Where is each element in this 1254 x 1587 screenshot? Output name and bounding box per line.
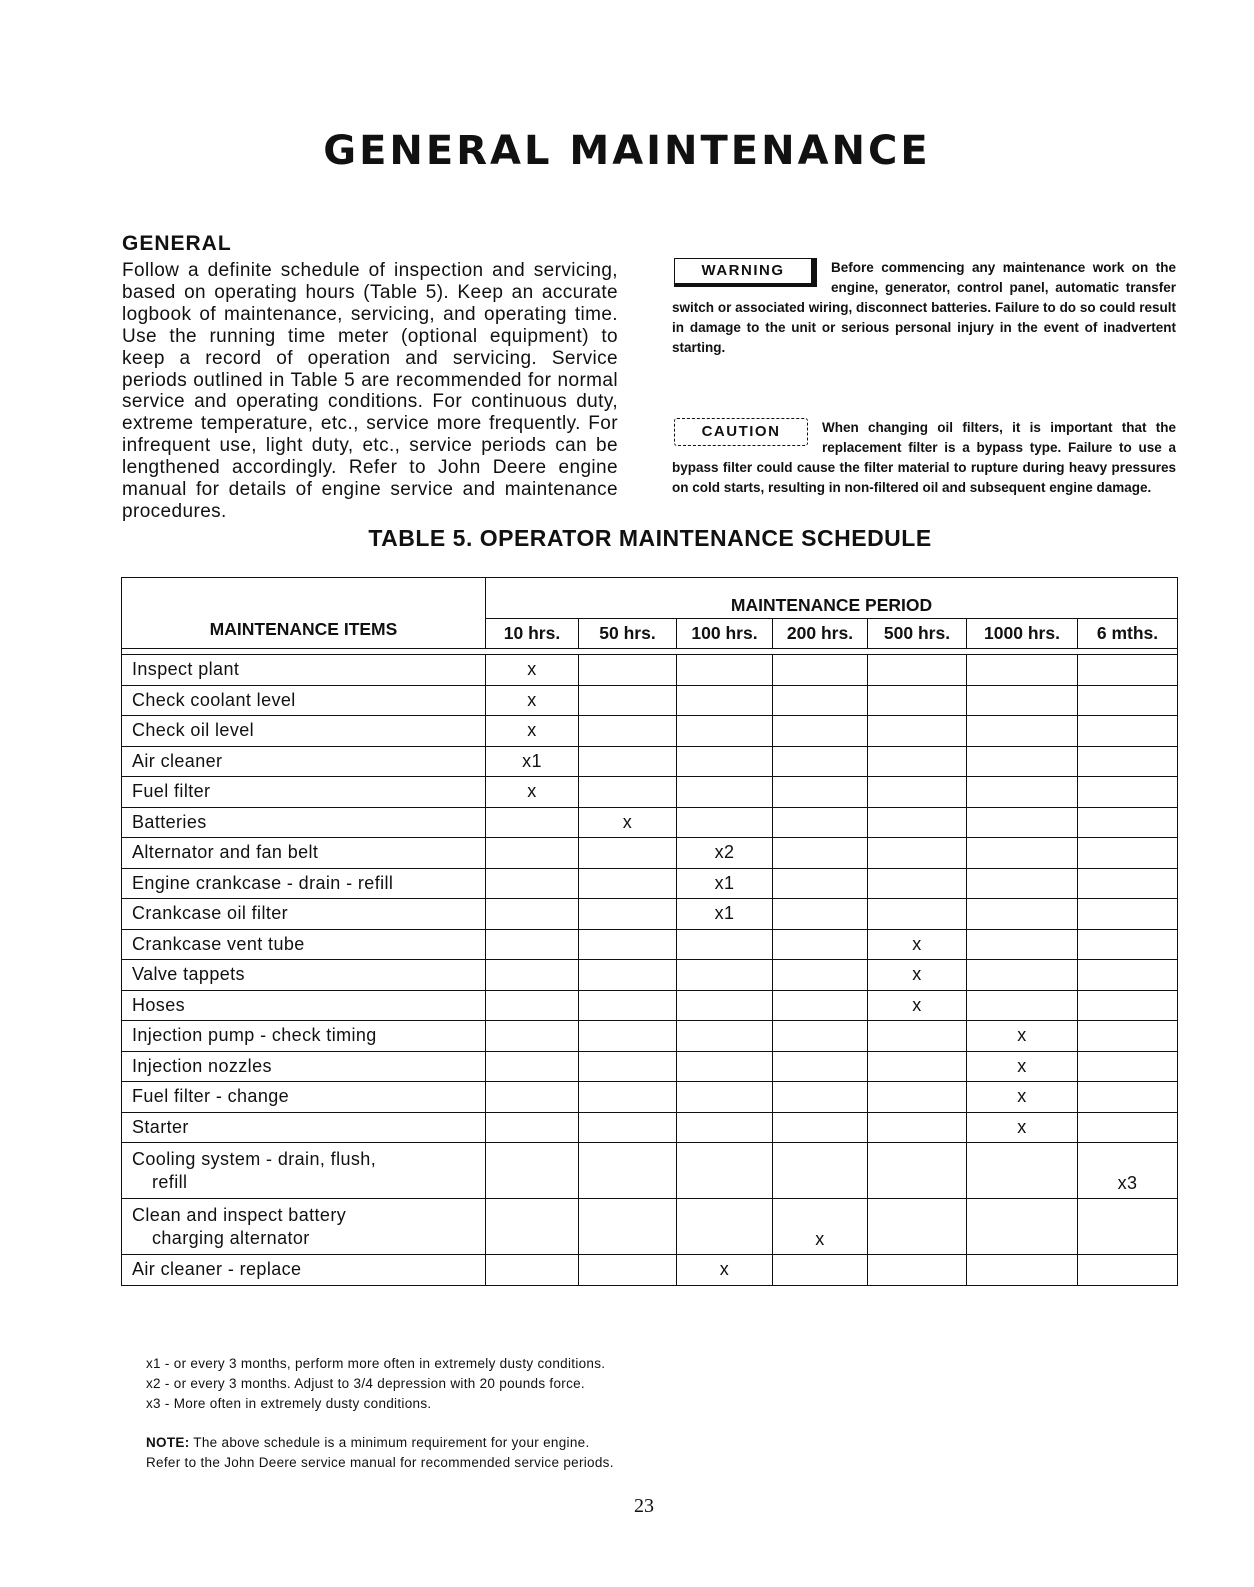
schedule-mark — [677, 1082, 773, 1113]
schedule-mark — [1078, 1021, 1178, 1052]
schedule-mark — [1078, 777, 1178, 808]
schedule-mark — [1078, 1255, 1178, 1286]
schedule-mark: x1 — [677, 868, 773, 899]
schedule-mark — [967, 990, 1078, 1021]
schedule-mark — [773, 685, 868, 716]
schedule-mark — [967, 777, 1078, 808]
schedule-mark — [967, 929, 1078, 960]
schedule-mark — [773, 655, 868, 686]
schedule-mark — [773, 777, 868, 808]
schedule-mark — [677, 1112, 773, 1143]
schedule-mark — [486, 1255, 579, 1286]
schedule-mark: x — [773, 1199, 868, 1255]
table-row — [122, 1255, 1178, 1286]
period-column-header: 50 hrs. — [579, 619, 677, 649]
maintenance-item-label: Inspect plant — [132, 659, 240, 680]
period-column-header: 1000 hrs. — [967, 619, 1078, 649]
schedule-mark — [773, 716, 868, 747]
schedule-mark — [486, 960, 579, 991]
schedule-mark — [773, 807, 868, 838]
schedule-mark — [773, 1021, 868, 1052]
schedule-mark — [868, 1021, 967, 1052]
maintenance-item — [122, 1199, 486, 1255]
period-column-header: 10 hrs. — [486, 619, 579, 649]
schedule-mark — [579, 716, 677, 747]
page-title: GENERAL MAINTENANCE — [323, 128, 931, 174]
schedule-mark — [677, 1051, 773, 1082]
schedule-mark — [773, 1255, 868, 1286]
schedule-mark — [868, 807, 967, 838]
schedule-mark — [868, 655, 967, 686]
schedule-mark — [1078, 838, 1178, 869]
schedule-mark — [967, 960, 1078, 991]
schedule-mark — [579, 899, 677, 930]
maintenance-item-label: Crankcase vent tube — [132, 933, 305, 954]
maintenance-item-label: Fuel filter — [132, 781, 211, 802]
schedule-mark — [868, 1082, 967, 1113]
schedule-mark — [773, 1112, 868, 1143]
schedule-mark — [1078, 899, 1178, 930]
table-row — [122, 655, 1178, 686]
schedule-mark — [486, 1082, 579, 1113]
maintenance-item — [122, 746, 486, 777]
note — [146, 1433, 614, 1473]
schedule-mark — [773, 868, 868, 899]
schedule-mark — [486, 868, 579, 899]
maintenance-item-label: Cooling system - drain, flush, — [132, 1148, 377, 1169]
maintenance-item-label: Check oil level — [132, 720, 255, 741]
schedule-mark: x1 — [677, 899, 773, 930]
maintenance-item-label: Batteries — [132, 811, 207, 832]
schedule-mark — [579, 1021, 677, 1052]
schedule-mark — [1078, 1082, 1178, 1113]
schedule-mark — [486, 1021, 579, 1052]
schedule-mark — [486, 838, 579, 869]
page-number: 23 — [634, 1495, 654, 1517]
schedule-mark — [1078, 685, 1178, 716]
maintenance-item-label-cont: charging alternator — [152, 1227, 310, 1248]
schedule-mark: x — [967, 1082, 1078, 1113]
schedule-mark — [486, 807, 579, 838]
schedule-mark: x — [677, 1255, 773, 1286]
maintenance-item-label: Air cleaner — [132, 750, 223, 771]
maintenance-item-label: Starter — [132, 1116, 189, 1137]
schedule-mark — [677, 1021, 773, 1052]
schedule-mark — [868, 746, 967, 777]
schedule-mark — [486, 929, 579, 960]
schedule-mark — [579, 1199, 677, 1255]
maintenance-item-label: Air cleaner - replace — [132, 1259, 302, 1280]
schedule-mark — [967, 716, 1078, 747]
schedule-mark — [677, 1143, 773, 1199]
note-line-1: The above schedule is a minimum requirement for your engine. — [189, 1435, 590, 1450]
maintenance-item-label: Injection nozzles — [132, 1055, 272, 1076]
maintenance-item — [122, 1051, 486, 1082]
table-row — [122, 807, 1178, 838]
schedule-mark — [773, 899, 868, 930]
schedule-mark — [1078, 746, 1178, 777]
schedule-mark: x2 — [677, 838, 773, 869]
schedule-mark — [486, 1199, 579, 1255]
maintenance-item — [122, 1082, 486, 1113]
schedule-mark — [1078, 929, 1178, 960]
warning-label: WARNING — [674, 258, 817, 287]
schedule-mark — [1078, 655, 1178, 686]
schedule-mark — [967, 655, 1078, 686]
schedule-mark — [868, 1255, 967, 1286]
schedule-mark — [773, 1143, 868, 1199]
schedule-mark — [579, 1051, 677, 1082]
maintenance-item — [122, 716, 486, 747]
schedule-mark — [677, 990, 773, 1021]
schedule-mark — [579, 838, 677, 869]
schedule-mark — [967, 1199, 1078, 1255]
schedule-mark — [967, 838, 1078, 869]
maintenance-item — [122, 899, 486, 930]
schedule-mark: x — [967, 1051, 1078, 1082]
note-label: NOTE: — [146, 1435, 190, 1450]
schedule-mark — [868, 838, 967, 869]
maintenance-item — [122, 990, 486, 1021]
schedule-mark: x — [486, 685, 579, 716]
schedule-mark: x — [868, 960, 967, 991]
period-column-header: 500 hrs. — [868, 619, 967, 649]
schedule-mark — [579, 746, 677, 777]
schedule-mark — [677, 685, 773, 716]
schedule-mark: x — [486, 716, 579, 747]
table-row — [122, 746, 1178, 777]
schedule-mark — [677, 929, 773, 960]
schedule-mark — [579, 990, 677, 1021]
warning-notice — [672, 258, 1176, 358]
schedule-mark — [1078, 1199, 1178, 1255]
table-row — [122, 1112, 1178, 1143]
schedule-mark — [967, 807, 1078, 838]
table-row — [122, 899, 1178, 930]
maintenance-item-label: Engine crankcase - drain - refill — [132, 872, 394, 893]
maintenance-item-label: Fuel filter - change — [132, 1086, 290, 1107]
note-line-2: Refer to the John Deere service manual for recommended service periods. — [146, 1455, 614, 1470]
period-header: MAINTENANCE PERIOD — [486, 578, 1178, 619]
schedule-mark — [579, 960, 677, 991]
schedule-mark — [868, 777, 967, 808]
maintenance-item — [122, 838, 486, 869]
footnote: x1 - or every 3 months, perform more often in extremely dusty conditions. — [146, 1356, 606, 1371]
schedule-mark — [967, 685, 1078, 716]
schedule-mark — [773, 838, 868, 869]
schedule-mark — [579, 655, 677, 686]
table-row — [122, 1021, 1178, 1052]
maintenance-schedule-table — [121, 577, 1178, 1286]
maintenance-item — [122, 1143, 486, 1199]
schedule-mark — [579, 868, 677, 899]
schedule-mark: x — [486, 655, 579, 686]
footnote: x2 - or every 3 months. Adjust to 3/4 depression with 20 pounds force. — [146, 1376, 585, 1391]
schedule-mark — [1078, 960, 1178, 991]
schedule-mark — [486, 1051, 579, 1082]
schedule-mark — [773, 1051, 868, 1082]
caution-notice — [672, 418, 1176, 498]
schedule-mark — [773, 960, 868, 991]
schedule-mark — [579, 1112, 677, 1143]
table-row — [122, 1051, 1178, 1082]
schedule-mark — [773, 990, 868, 1021]
schedule-mark — [579, 1143, 677, 1199]
warning-text: Before commencing any maintenance work on the engine, generator, control panel, automatic transfer switch or associated wiring, disconnect batteries. Failure to do so could result in damage to the unit or serious personal injury in the event of inadvertent starting. — [672, 260, 1176, 355]
caution-label: CAUTION — [674, 418, 808, 446]
schedule-mark — [579, 1255, 677, 1286]
period-column-header: 100 hrs. — [677, 619, 773, 649]
schedule-mark — [1078, 807, 1178, 838]
schedule-mark — [868, 1112, 967, 1143]
items-column-header: MAINTENANCE ITEMS — [122, 578, 486, 649]
table-row — [122, 990, 1178, 1021]
schedule-mark — [677, 655, 773, 686]
table-row — [122, 716, 1178, 747]
general-body: Follow a definite schedule of inspection and servicing, based on operating hours (Table 5). Keep an accurate logbook of maintenance, servicing, and operating time. Use the running time meter (optional equipment) to keep a record of operation and servicing. Service periods outlined in Table 5 are recommended for normal service and operating conditions. For continuous duty, extreme temperature, etc., service more frequently. For infrequent use, light duty, etc., service periods can be lengthened accordingly. Refer to John Deere engine manual for details of engine service and maintenance procedures. — [122, 260, 618, 522]
schedule-mark — [486, 899, 579, 930]
maintenance-item — [122, 1255, 486, 1286]
schedule-mark — [677, 777, 773, 808]
schedule-mark — [773, 929, 868, 960]
schedule-mark: x — [868, 929, 967, 960]
period-column-header: 200 hrs. — [773, 619, 868, 649]
schedule-mark: x — [967, 1021, 1078, 1052]
schedule-mark — [579, 929, 677, 960]
maintenance-item — [122, 929, 486, 960]
schedule-mark — [868, 716, 967, 747]
caution-text: When changing oil filters, it is important that the replacement filter is a bypass type. Failure to use a bypass filter could cause the filter material to rupture during heavy pressures on cold starts, resulting in non-filtered oil and subsequent engine damage. — [672, 420, 1176, 495]
schedule-mark — [1078, 868, 1178, 899]
schedule-mark — [677, 716, 773, 747]
table-row — [122, 1082, 1178, 1113]
schedule-mark: x — [868, 990, 967, 1021]
schedule-mark — [773, 746, 868, 777]
table-row — [122, 960, 1178, 991]
schedule-mark — [486, 1143, 579, 1199]
table-row — [122, 685, 1178, 716]
schedule-mark — [579, 777, 677, 808]
schedule-mark — [868, 1143, 967, 1199]
schedule-mark — [677, 807, 773, 838]
schedule-mark — [677, 960, 773, 991]
schedule-mark: x1 — [486, 746, 579, 777]
schedule-mark — [868, 1199, 967, 1255]
schedule-mark — [967, 1143, 1078, 1199]
maintenance-item — [122, 960, 486, 991]
maintenance-item-label: Check coolant level — [132, 689, 296, 710]
schedule-mark — [1078, 1051, 1178, 1082]
schedule-mark — [868, 685, 967, 716]
schedule-mark: x3 — [1078, 1143, 1178, 1199]
schedule-mark — [677, 746, 773, 777]
maintenance-item-label: Clean and inspect battery — [132, 1204, 347, 1225]
maintenance-item-label-cont: refill — [152, 1171, 188, 1192]
table-row — [122, 868, 1178, 899]
schedule-mark — [677, 1199, 773, 1255]
schedule-mark: x — [579, 807, 677, 838]
schedule-mark — [1078, 716, 1178, 747]
footnote: x3 - More often in extremely dusty conditions. — [146, 1396, 432, 1411]
table-row — [122, 1199, 1178, 1255]
table-title: TABLE 5. OPERATOR MAINTENANCE SCHEDULE — [368, 525, 932, 551]
maintenance-item — [122, 868, 486, 899]
schedule-mark — [486, 1112, 579, 1143]
schedule-mark — [579, 1082, 677, 1113]
maintenance-item — [122, 1021, 486, 1052]
schedule-mark — [967, 868, 1078, 899]
table-row — [122, 777, 1178, 808]
general-heading: GENERAL — [122, 232, 232, 255]
period-column-header: 6 mths. — [1078, 619, 1178, 649]
table-row — [122, 929, 1178, 960]
maintenance-item-label: Injection pump - check timing — [132, 1025, 377, 1046]
schedule-mark: x — [967, 1112, 1078, 1143]
schedule-mark — [967, 746, 1078, 777]
schedule-mark: x — [486, 777, 579, 808]
maintenance-item — [122, 1112, 486, 1143]
schedule-mark — [1078, 1112, 1178, 1143]
schedule-mark — [579, 685, 677, 716]
maintenance-item-label: Alternator and fan belt — [132, 842, 319, 863]
table-row — [122, 838, 1178, 869]
schedule-mark — [486, 990, 579, 1021]
maintenance-item-label: Hoses — [132, 994, 186, 1015]
schedule-mark — [967, 899, 1078, 930]
maintenance-item — [122, 777, 486, 808]
maintenance-item-label: Valve tappets — [132, 964, 245, 985]
maintenance-item-label: Crankcase oil filter — [132, 903, 289, 924]
schedule-mark — [868, 1051, 967, 1082]
table-row — [122, 1143, 1178, 1199]
schedule-mark — [1078, 990, 1178, 1021]
maintenance-item — [122, 685, 486, 716]
schedule-mark — [868, 899, 967, 930]
schedule-mark — [773, 1082, 868, 1113]
footnotes — [146, 1354, 605, 1414]
schedule-mark — [868, 868, 967, 899]
maintenance-item — [122, 807, 486, 838]
maintenance-item — [122, 655, 486, 686]
schedule-mark — [967, 1255, 1078, 1286]
